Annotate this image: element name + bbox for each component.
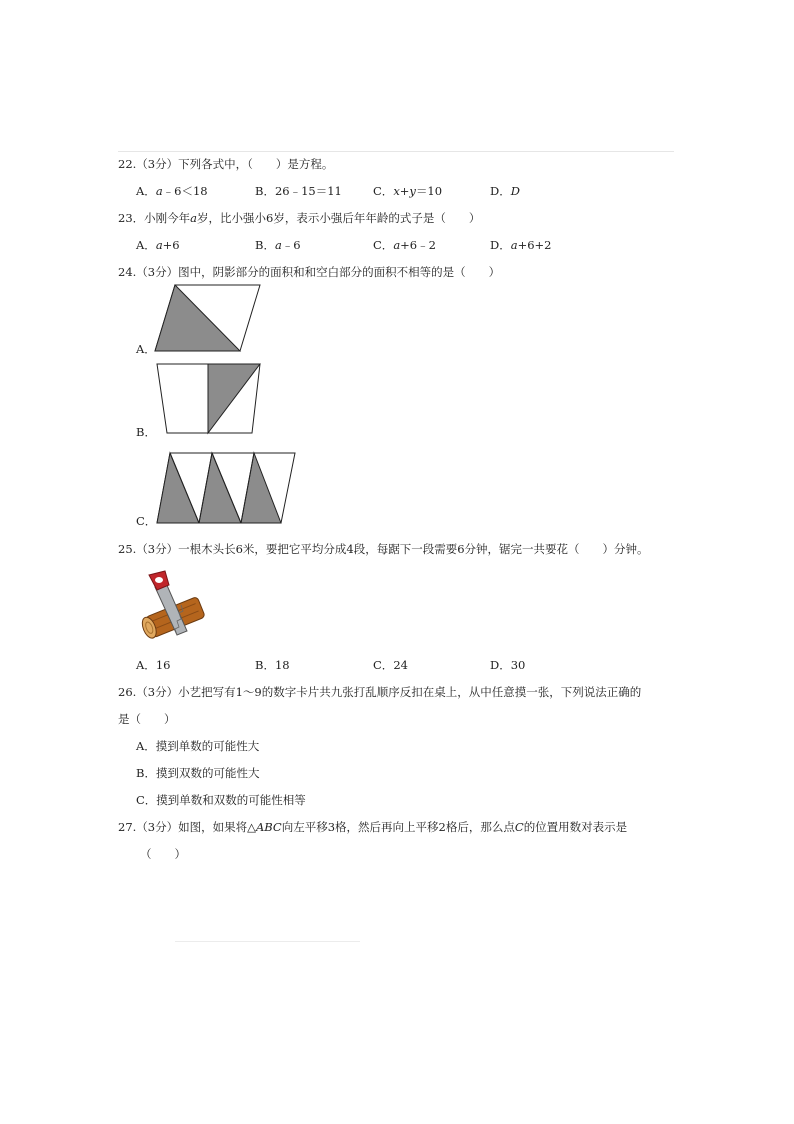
q23-option-b: B．a﹣6 — [255, 238, 301, 252]
q24-option-a-label: A． — [136, 342, 156, 356]
q24-stem: 24.（3分）图中，阴影部分的面积和和空白部分的面积不相等的是（ ） — [118, 265, 501, 279]
q26-option-c: C．摸到单数和双数的可能性相等 — [136, 793, 306, 807]
q24-option-c-label: C． — [136, 514, 157, 528]
q23-option-a: A．a+6 — [136, 238, 180, 252]
q22-option-b: B．26﹣15＝11 — [255, 184, 342, 198]
q22-stem: 22.（3分）下列各式中，（ ）是方程。 — [118, 157, 334, 171]
saw-log-image — [135, 569, 210, 644]
q23-option-c: C．a+6﹣2 — [373, 238, 436, 252]
q26-stem-line1: 26.（3分）小艺把写有1～9的数字卡片共九张打乱顺序反扣在桌上，从中任意摸一张，下列说法正确的 — [118, 685, 642, 699]
q24-option-b-label: B． — [136, 425, 156, 439]
top-divider — [118, 151, 674, 152]
bottom-divider — [175, 941, 360, 942]
q25-option-a: A．16 — [136, 658, 171, 672]
q27-stem: 27.（3分）如图，如果将△ABC向左平移3格，然后再向上平移2格后，那么点C的位置用数对表示是 — [118, 820, 628, 834]
q25-option-b: B．18 — [255, 658, 290, 672]
q22-option-a: A．a﹣6＜18 — [136, 184, 208, 198]
q26-stem-line2: 是（ ） — [118, 712, 176, 726]
q27-stem-line2: （ ） — [140, 847, 186, 861]
q23-stem: 23．小刚今年a岁，比小强小6岁，表示小强后年年龄的式子是（ ） — [118, 211, 481, 225]
q23-option-d: D．a+6+2 — [490, 238, 552, 252]
q25-option-d: D．30 — [490, 658, 526, 672]
q22-option-d: D．D — [490, 184, 520, 198]
q22-option-c: C．x+y＝10 — [373, 184, 443, 198]
q25-stem: 25.（3分）一根木头长6米，要把它平均分成4段，每踞下一段需要6分钟，锯完一共要花（ ）分钟。 — [118, 542, 649, 556]
triangles-parallelogram-figure — [155, 451, 300, 527]
q26-option-a: A．摸到单数的可能性大 — [136, 739, 260, 753]
q26-option-b: B．摸到双数的可能性大 — [136, 766, 260, 780]
q25-option-c: C．24 — [373, 658, 408, 672]
trapezoid-figure — [155, 362, 265, 436]
parallelogram-figure — [150, 282, 265, 354]
